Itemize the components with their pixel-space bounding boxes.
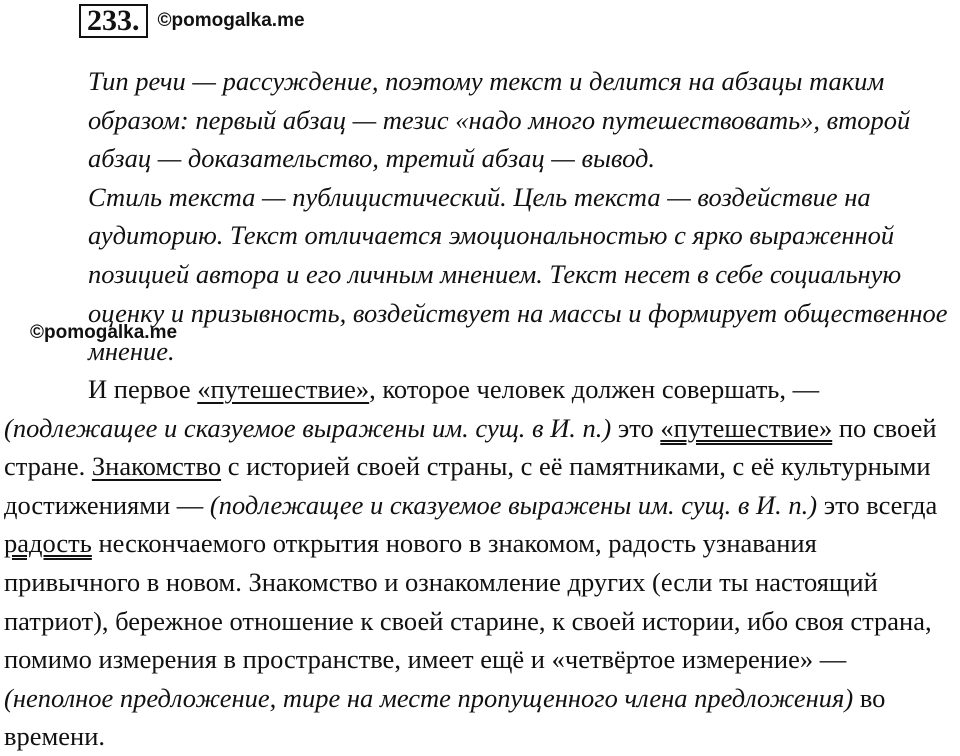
text-span: это всегда <box>817 489 938 520</box>
grammar-note: (подлежащее и сказуемое выражены им. сущ. в И. п.) <box>4 412 612 443</box>
predicate-underlined: «путешествие» <box>660 412 833 443</box>
site-watermark-top: ©pomogalka.me <box>157 10 305 31</box>
text-span: с историей своей страны, с её памятниками, с её культурными достижениями — <box>4 451 931 520</box>
text-span: нескончаемого открытия нового в знакомом, радость узнавания привычного в новом. Знакомство и ознакомление других (если ты настоящий патриот), бережное отношение к своей старине, к своей истории, ибо своя страна, помимо измерения в пространстве, имеет ещё и «четвёртое измерение» — <box>4 528 932 675</box>
text-span: , которое человек должен совершать, — <box>369 374 820 404</box>
exercise-number: 233. <box>79 4 148 38</box>
text-span: И первое <box>88 374 198 404</box>
text-span: это <box>611 412 661 443</box>
paragraph-analysis <box>4 370 954 756</box>
subject-underlined: Знакомство <box>91 451 222 482</box>
exercise-header <box>79 4 305 38</box>
text-span: по своей стране. <box>4 412 937 482</box>
subject-underlined: «путешествие» <box>197 374 370 404</box>
text-span: во времени. <box>4 682 886 752</box>
paragraph-style: Стиль текста — публицистический. Цель текста — воздействие на аудиторию. Текст отличается эмоциональностью с ярко выраженной позицией автора и его личным мнением. Текст несет в себе социальную оценку и призывность, воздействует на массы и формирует общественное мнение. <box>88 181 948 367</box>
paragraph-speech-type: Тип речи — рассуждение, поэтому текст и делится на абзацы таким образом: первый абзац — тезис «надо много путешествовать», второй абзац — доказательство, третий абзац — вывод. <box>88 66 911 174</box>
grammar-note: (неполное предложение, тире на месте пропущенного члена предложения) <box>4 682 854 713</box>
site-watermark-middle: ©pomogalka.me <box>30 322 178 343</box>
analysed-text <box>4 370 954 756</box>
predicate-underlined: радость <box>4 528 92 559</box>
grammar-note: (подлежащее и сказуемое выражены им. сущ. в И. п.) <box>209 489 818 520</box>
